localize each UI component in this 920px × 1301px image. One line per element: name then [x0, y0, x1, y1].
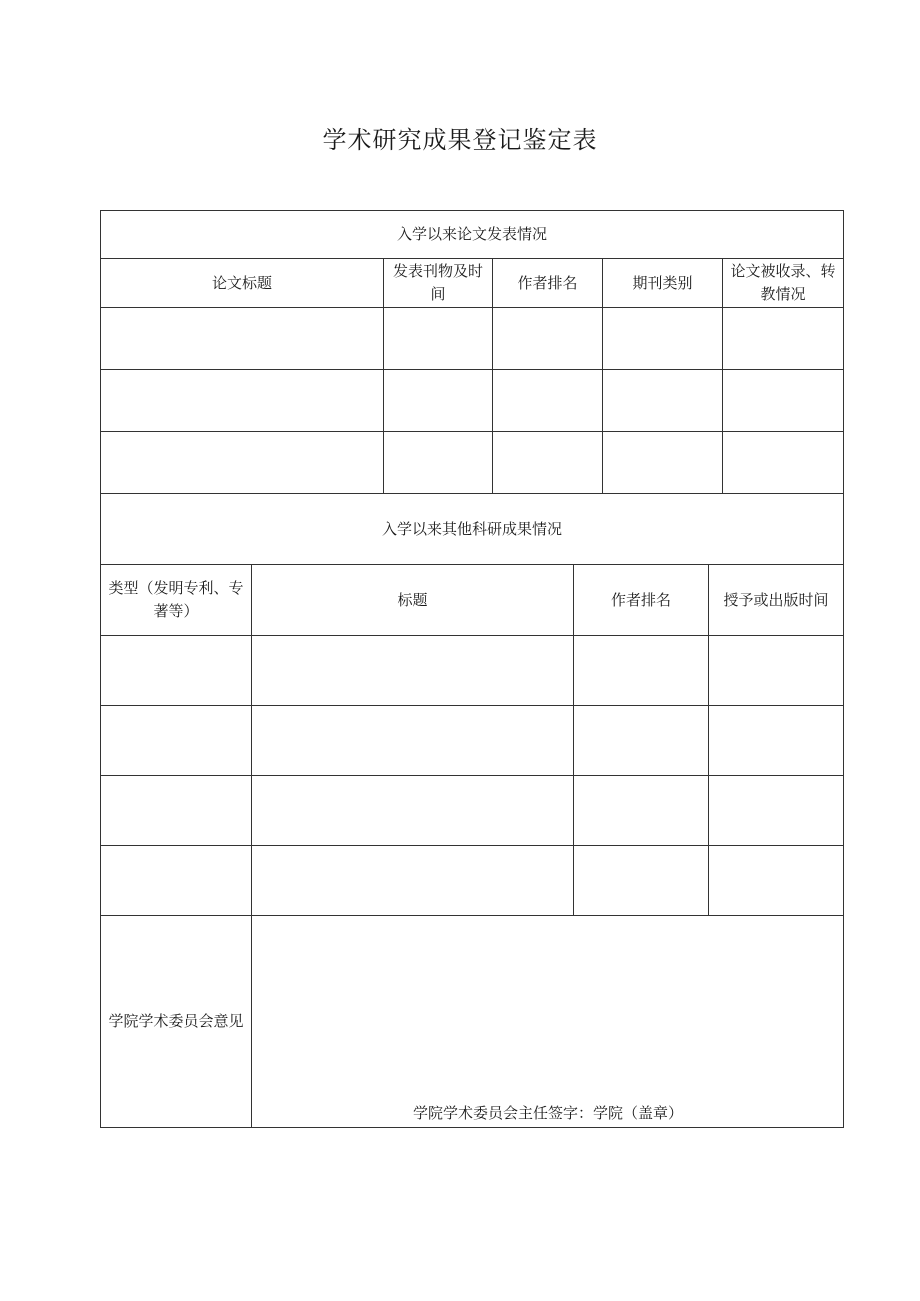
paper-cell[interactable] [493, 370, 603, 432]
achievement-cell[interactable] [101, 706, 252, 776]
achievement-cell[interactable] [574, 636, 709, 706]
column-header-grant-date: 授予或出版时间 [709, 565, 844, 636]
column-header-author-rank: 作者排名 [574, 565, 709, 636]
column-header-indexing-status: 论文被收录、转教情况 [723, 259, 844, 308]
achievement-cell[interactable] [101, 776, 252, 846]
column-header-journal-time: 发表刊物及时间 [384, 259, 493, 308]
paper-cell[interactable] [603, 370, 723, 432]
other-section-heading: 入学以来其他科研成果情况 [101, 494, 844, 565]
achievement-cell[interactable] [709, 636, 844, 706]
achievement-cell[interactable] [574, 776, 709, 846]
paper-cell[interactable] [384, 370, 493, 432]
column-header-author-rank: 作者排名 [493, 259, 603, 308]
achievement-cell[interactable] [574, 706, 709, 776]
achievement-cell[interactable] [574, 846, 709, 916]
paper-cell[interactable] [101, 308, 384, 370]
achievement-cell[interactable] [709, 776, 844, 846]
column-header-type: 类型（发明专利、专著等） [101, 565, 252, 636]
paper-cell[interactable] [101, 432, 384, 494]
paper-cell[interactable] [603, 432, 723, 494]
committee-signature-line: 学院学术委员会主任签字：学院（盖章） [412, 1104, 683, 1122]
achievement-cell[interactable] [709, 706, 844, 776]
page-title: 学术研究成果登记鉴定表 [322, 126, 598, 154]
paper-cell[interactable] [493, 432, 603, 494]
column-header-journal-category: 期刊类别 [603, 259, 723, 308]
paper-cell[interactable] [101, 370, 384, 432]
registration-table [100, 210, 844, 1128]
committee-opinion-field[interactable] [252, 916, 844, 1128]
achievement-cell[interactable] [709, 846, 844, 916]
achievement-cell[interactable] [252, 776, 574, 846]
achievement-cell[interactable] [101, 636, 252, 706]
column-header-title: 标题 [252, 565, 574, 636]
paper-cell[interactable] [723, 370, 844, 432]
achievement-cell[interactable] [252, 846, 574, 916]
achievement-cell[interactable] [252, 706, 574, 776]
paper-cell[interactable] [723, 308, 844, 370]
papers-section-heading: 入学以来论文发表情况 [101, 211, 844, 259]
paper-cell[interactable] [723, 432, 844, 494]
committee-opinion-label: 学院学术委员会意见 [101, 916, 252, 1128]
paper-cell[interactable] [384, 432, 493, 494]
paper-cell[interactable] [493, 308, 603, 370]
paper-cell[interactable] [384, 308, 493, 370]
achievement-cell[interactable] [101, 846, 252, 916]
column-header-paper-title: 论文标题 [101, 259, 384, 308]
paper-cell[interactable] [603, 308, 723, 370]
achievement-cell[interactable] [252, 636, 574, 706]
